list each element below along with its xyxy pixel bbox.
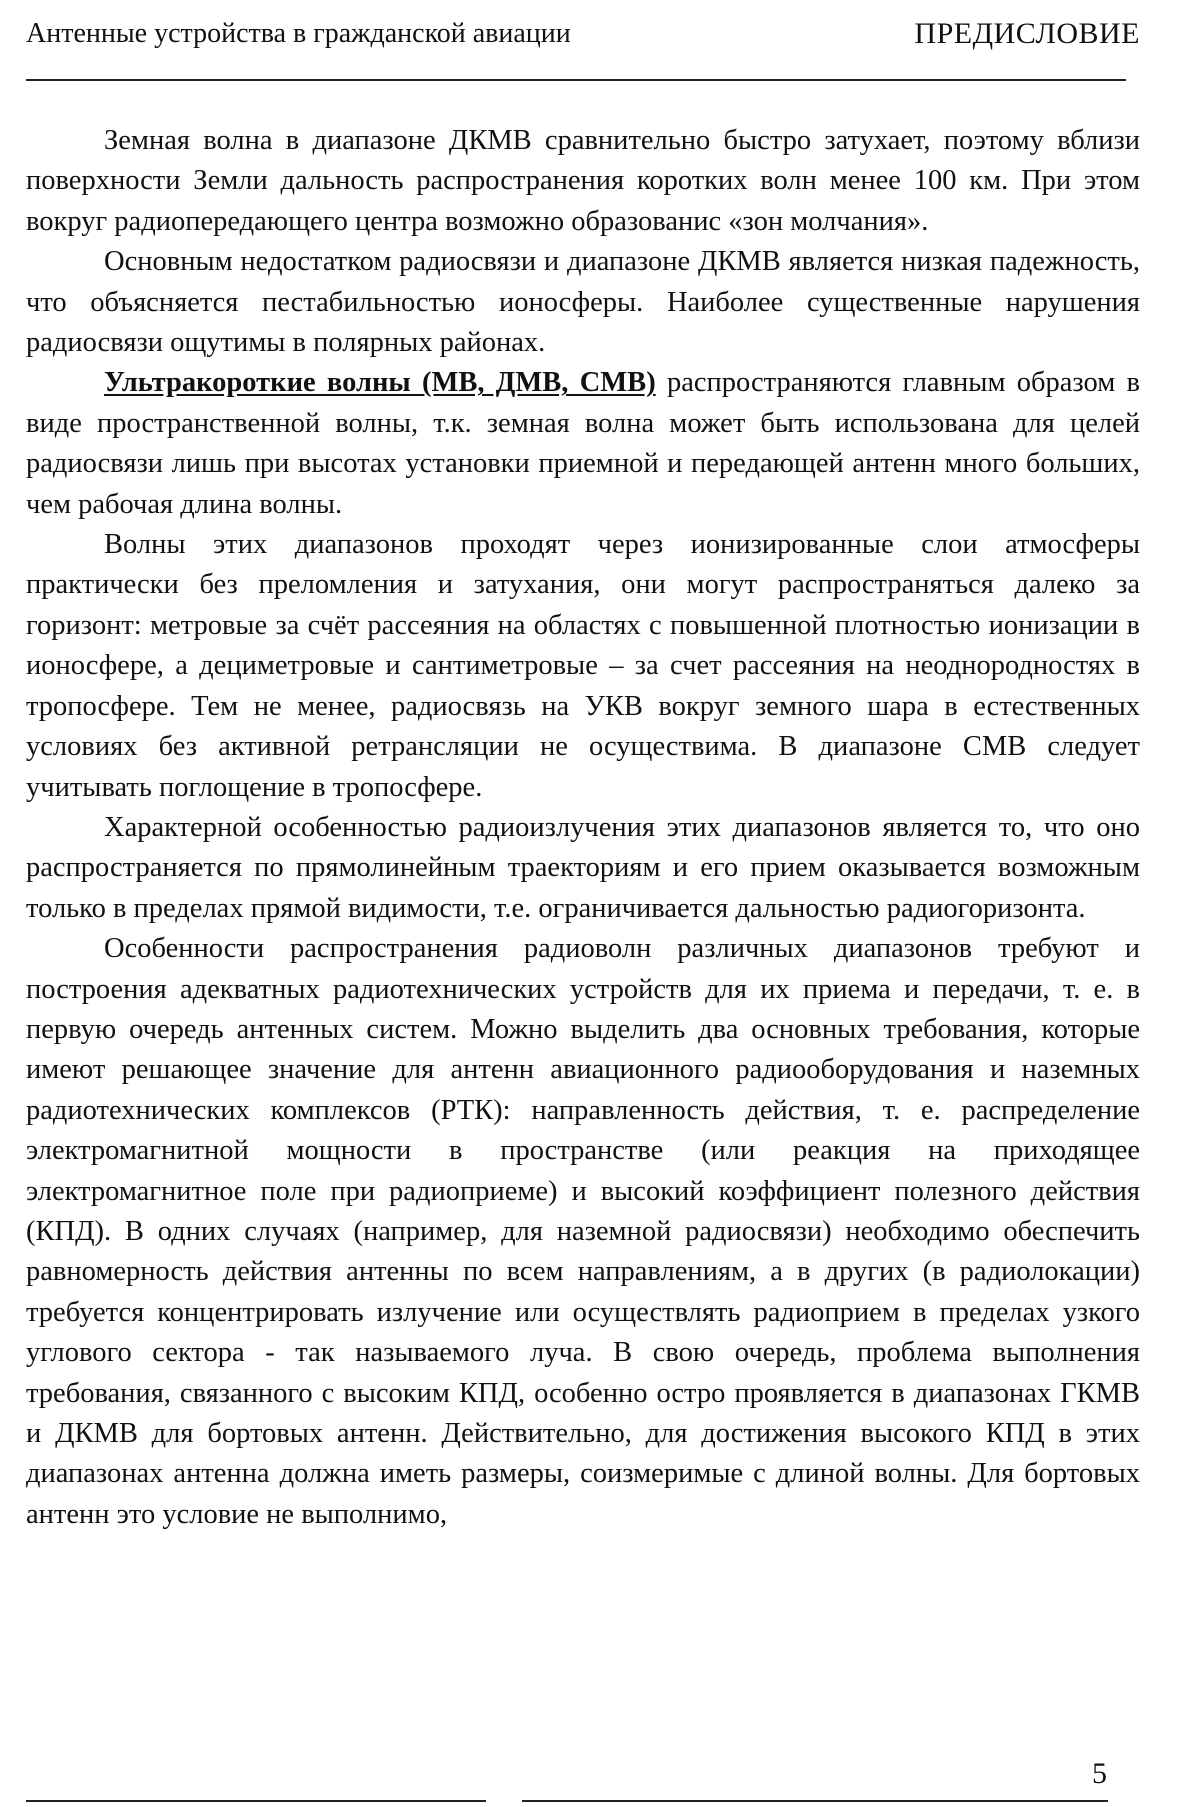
paragraph xyxy=(26,242,1140,363)
paragraph-emphasis: Ультракороткие волны (МВ, ДМВ, СМВ) xyxy=(104,367,656,399)
paragraph-text: распространяются главным образом в виде пространственной волны, т.к. земная волна может быть использована для целей радиосвязи лишь при высотах установки приемной и передающей антенн много больших, чем рабочая длина волны. xyxy=(26,367,1140,520)
header-divider xyxy=(26,79,1126,81)
paragraph xyxy=(26,808,1140,929)
paragraph-text: Волны этих диапазонов проходят через ионизированные слои атмосферы практически без преломления и затухания, они могут распространяться далеко за горизонт: метровые за счёт рассеяния на областях с повышенной плотностью ионизации в ионосфере, а дециметровые и сантиметровые – за счет рассеяния на неоднородностях в тропосфере. Тем не менее, радиосвязь на УКВ вокруг земного шара в естественных условиях без активной ретрансляции не осуществима. В диапазоне СМВ следует учитывать поглощение в тропосфере. xyxy=(26,529,1140,803)
section-title: ПРЕДИСЛОВИЕ xyxy=(914,17,1140,50)
paragraph xyxy=(26,525,1140,808)
running-header xyxy=(26,14,1140,54)
body-text xyxy=(26,121,1140,1535)
paragraph-text: Основным недостатком радиосвязи и диапазоне ДКМВ является низкая падежность, что объясняется пестабильностью ионосферы. Наиболее существенные нарушения радиосвязи ощутимы в полярных районах. xyxy=(26,246,1140,359)
footer-divider-left xyxy=(26,1800,486,1802)
paragraph xyxy=(26,121,1140,242)
book-title: Антенные устройства в гражданской авиации xyxy=(26,18,571,49)
paragraph-text: Характерной особенностью радиоизлучения этих диапазонов является то, что оно распространяется по прямолинейным траекториям и его прием оказывается возможным только в пределах прямой видимости, т.е. ограничивается дальностью радиогоризонта. xyxy=(26,811,1140,924)
paragraph-text: Земная волна в диапазоне ДКМВ сравнительно быстро затухает, поэтому вблизи поверхности Земли дальность распространения коротких волн менее 100 км. При этом вокруг радиопередающего центра возможно образованис «зон молчания». xyxy=(26,125,1140,237)
paragraph xyxy=(26,363,1140,525)
paragraph-text: Особенности распространения радиоволн различных диапазонов требуют и построения адекватных радиотехнических устройств для их приема и передачи, т. е. в первую очередь антенных систем. Можно выделить два основных требования, которые имеют решающее значение для антенн авиационного радиооборудования и наземных радиотехнических комплексов (РТК): направленность действия, т. е. распределение электромагнитной мощности в пространстве (или реакция на приходящее электромагнитное поле при радиоприеме) и высокий коэффициент полезного действия (КПД). В одних случаях (например, для наземной радиосвязи) необходимо обеспечить равномерность действия антенны по всем направлениям, а в других (в радиолокации) требуется концентрировать излучение или осуществлять радиоприем в пределах узкого углового сектора - так называемого луча. В свою очередь, проблема выполнения требования, связанного с высоким КПД, особенно остро проявляется в диапазонах ГКМВ и ДКМВ для бортовых антенн. Действительно, для достижения высокого КПД в этих диапазонах антенна должна иметь размеры, соизмеримые с длиной волны. Для бортовых антенн это условие не выполнимо, xyxy=(26,933,1140,1530)
page-number: 5 xyxy=(1092,1757,1107,1790)
footer-divider-right xyxy=(522,1800,1108,1802)
paragraph xyxy=(26,929,1140,1535)
